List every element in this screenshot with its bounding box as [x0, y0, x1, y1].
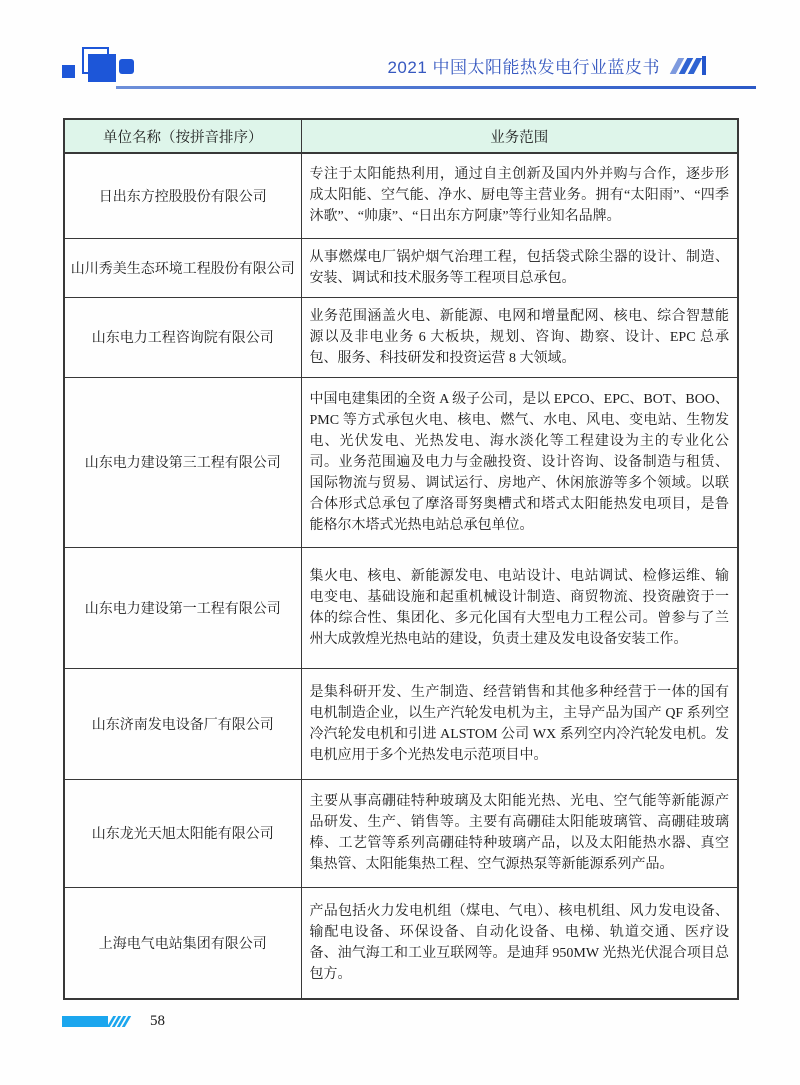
document-title: 2021 中国太阳能热发电行业蓝皮书 [387, 58, 660, 77]
company-name: 山东济南发电设备厂有限公司 [64, 668, 301, 779]
company-name: 山东电力工程咨询院有限公司 [64, 297, 301, 377]
business-scope: 集火电、核电、新能源发电、电站设计、电站调试、检修运维、输电变电、基础设施和起重机械设计制造、商贸物流、投资融资于一体的综合性、集团化、多元化国有大型电力工程公司。曾参与了兰州大成敦煌光热电站的建设，负责土建及发电设备安装工作。 [301, 547, 738, 668]
table-row [64, 668, 738, 779]
vertical-bar-icon [702, 56, 706, 75]
business-scope: 中国电建集团的全资 A 级子公司，是以 EPCO、EPC、BOT、BOO、PMC 等方式承包火电、核电、燃气、水电、风电、变电站、生物发电、光伏发电、光热发电、海水淡化等工程建设为主的专业化公司。业务范围遍及电力与金融投资、设计咨询、设备制造与租赁、国际物流与贸易、调试运行、房地产、休闲旅游等多个领域。以联合体形式总承包了摩洛哥努奥槽式和塔式太阳能热发电项目，是鲁能格尔木塔式光热电站总承包单位。 [301, 377, 738, 547]
business-scope: 专注于太阳能热利用，通过自主创新及国内外并购与合作，逐步形成太阳能、空气能、净水、厨电等主营业务。拥有“太阳雨”、“四季沐歌”、“帅康”、“日出东方阿康”等行业知名品牌。 [301, 153, 738, 238]
business-scope: 产品包括火力发电机组（煤电、气电）、核电机组、风力发电设备、输配电设备、环保设备、自动化设备、电梯、轨道交通、医疗设备、油气海工和工业互联网等。是迪拜 950MW 光热光伏混合项目总包方。 [301, 887, 738, 999]
header-right [387, 53, 706, 78]
header-divider-line [116, 86, 756, 89]
company-name: 山东电力建设第一工程有限公司 [64, 547, 301, 668]
business-scope: 业务范围涵盖火电、新能源、电网和增量配网、核电、综合智慧能源以及非电业务 6 大板块，规划、咨询、勘察、设计、EPC 总承包、服务、科技研发和投资运营 8 大领域。 [301, 297, 738, 377]
company-name: 山川秀美生态环境工程股份有限公司 [64, 238, 301, 297]
logo-small-square-left [62, 65, 75, 78]
page-number: 58 [150, 1013, 165, 1029]
business-scope: 是集科研开发、生产制造、经营销售和其他多种经营于一体的国有电机制造企业，以生产汽轮发电机为主，主导产品为国产 QF 系列空冷汽轮发电机和引进 ALSTOM 公司 WX 系列空内冷汽轮发电机。发电机应用于多个光热发电示范项目中。 [301, 668, 738, 779]
company-table [63, 118, 739, 1000]
company-name: 上海电气电站集团有限公司 [64, 887, 301, 999]
table-row [64, 779, 738, 887]
header-slashes-icon [674, 56, 706, 75]
company-name: 山东龙光天旭太阳能有限公司 [64, 779, 301, 887]
logo-filled-square [88, 54, 116, 82]
business-scope: 主要从事高硼硅特种玻璃及太阳能光热、光电、空气能等新能源产品研发、生产、销售等。主要有高硼硅太阳能玻璃管、高硼硅玻璃棒、工艺管等系列高硼硅特种玻璃产品，以及太阳能热水器、真空集热管、太阳能集热工程、空气源热泵等新能源系列产品。 [301, 779, 738, 887]
table-row [64, 297, 738, 377]
table-row [64, 377, 738, 547]
table-row [64, 887, 738, 999]
table-header-row [64, 119, 738, 153]
logo-small-square-right [119, 59, 134, 74]
company-name: 日出东方控股股份有限公司 [64, 153, 301, 238]
column-header-company-name: 单位名称（按拼音排序） [64, 119, 301, 153]
blue-squares-logo-icon [62, 45, 142, 87]
page-footer [62, 1013, 165, 1030]
footer-bar-icon [62, 1016, 108, 1027]
table-row [64, 153, 738, 238]
table-row [64, 238, 738, 297]
business-scope: 从事燃煤电厂锅炉烟气治理工程，包括袋式除尘器的设计、制造、安装、调试和技术服务等工程项目总承包。 [301, 238, 738, 297]
company-name: 山东电力建设第三工程有限公司 [64, 377, 301, 547]
table-row [64, 547, 738, 668]
column-header-business-scope: 业务范围 [301, 119, 738, 153]
